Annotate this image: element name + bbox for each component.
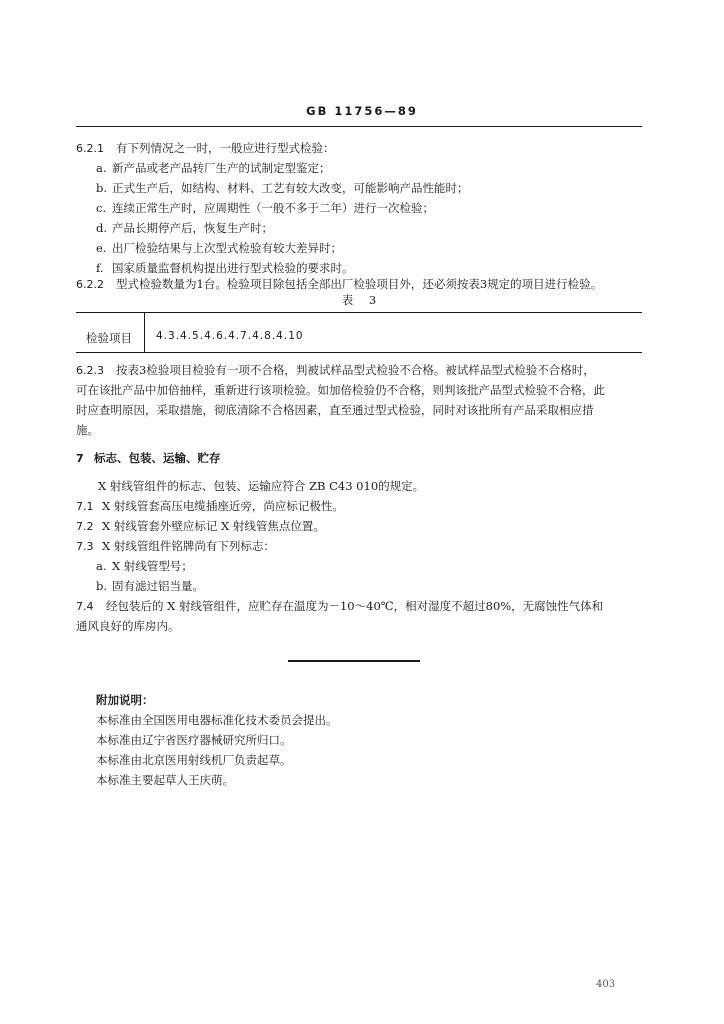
notes-line: 本标准由全国医用电器标准化技术委员会提出。 [96, 713, 338, 727]
table-column-rule [144, 312, 145, 352]
clause-text: 型式检验数量为1台。检验项目除包括全部出厂检验项目外，还必须按表3规定的项目进行检验。 [116, 277, 603, 291]
list-item: b. 固有滤过铝当量。 [96, 579, 204, 593]
paragraph-line: 时应查明原因，采取措施，彻底清除不合格因素，直至通过型式检验，同时对该批所有产品采取相应措 [76, 403, 594, 417]
section-title: 标志、包装、运输、贮存 [94, 451, 221, 465]
notes-line: 本标准主要起草人王庆萌。 [96, 773, 234, 787]
paragraph-line: 施。 [76, 423, 99, 437]
list-item: d. 产品长期停产后，恢复生产时； [96, 221, 273, 235]
list-item: f. 国家质量监督机构提出进行型式检验的要求时。 [96, 261, 354, 275]
clause-6-2-3 [76, 362, 595, 378]
clause-7-1: 7.1 X 射线管套高压电缆插座近旁，尚应标记极性。 [76, 499, 344, 513]
clause-number: 6.2.2 [76, 278, 104, 291]
paragraph-line: 通风良好的库房内。 [76, 619, 180, 633]
clause-text: 按表3检验项目检验有一项不合格，判被试样品型式检验不合格。被试样品型式检验不合格时， [116, 363, 595, 377]
notes-line: 本标准由辽宁省医疗器械研究所归口。 [96, 733, 292, 747]
page-header: GB 11756—89 [306, 104, 418, 118]
list-item: a. X 射线管型号； [96, 559, 193, 573]
section-number: 7 [76, 452, 84, 465]
clause-6-2-1 [76, 140, 335, 156]
clause-number: 6.2.3 [76, 364, 104, 377]
clause-7-2: 7.2 X 射线管套外壁应标记 X 射线管焦点位置。 [76, 519, 325, 533]
clause-number: 6.2.1 [76, 142, 104, 155]
notes-title: 附加说明： [96, 693, 154, 707]
table-bottom-rule [76, 352, 642, 353]
section-7-heading [76, 450, 221, 466]
clause-text: 有下列情况之一时，一般应进行型式检验： [116, 141, 335, 155]
list-item: a. 新产品或老产品转厂生产的试制定型鉴定； [96, 161, 331, 175]
paragraph-line: 可在该批产品中加倍抽样，重新进行该项检验。如加倍检验仍不合格，则判该批产品型式检验不合格，此 [76, 383, 605, 397]
clause-7-4: 7.4 经包装后的 X 射线管组件，应贮存在温度为－10～40℃，相对湿度不超过80%，无腐蚀性气体和 [76, 599, 604, 613]
section-intro: X 射线管组件的标志、包装、运输应符合 ZB C43 010的规定。 [98, 479, 425, 493]
table-cell-label: 检验项目 [86, 331, 132, 345]
table-top-rule [76, 312, 642, 313]
clause-7-3: 7.3 X 射线管组件铭牌尚有下列标志： [76, 539, 275, 553]
list-item: c. 连续正常生产时，应周期性（一般不多于二年）进行一次检验； [96, 201, 434, 215]
end-rule [288, 660, 420, 662]
notes-line: 本标准由北京医用射线机厂负责起草。 [96, 753, 292, 767]
clause-6-2-2 [76, 276, 602, 292]
table-cell-value: 4.3.4.5.4.6.4.7.4.8.4.10 [156, 330, 304, 342]
list-item: e. 出厂检验结果与上次型式检验有较大差异时； [96, 241, 342, 255]
table-caption: 表 3 [341, 293, 383, 307]
header-rule [76, 126, 642, 127]
list-item: b. 正式生产后，如结构、材料、工艺有较大改变，可能影响产品性能时； [96, 181, 469, 195]
page-number: 403 [596, 979, 616, 990]
